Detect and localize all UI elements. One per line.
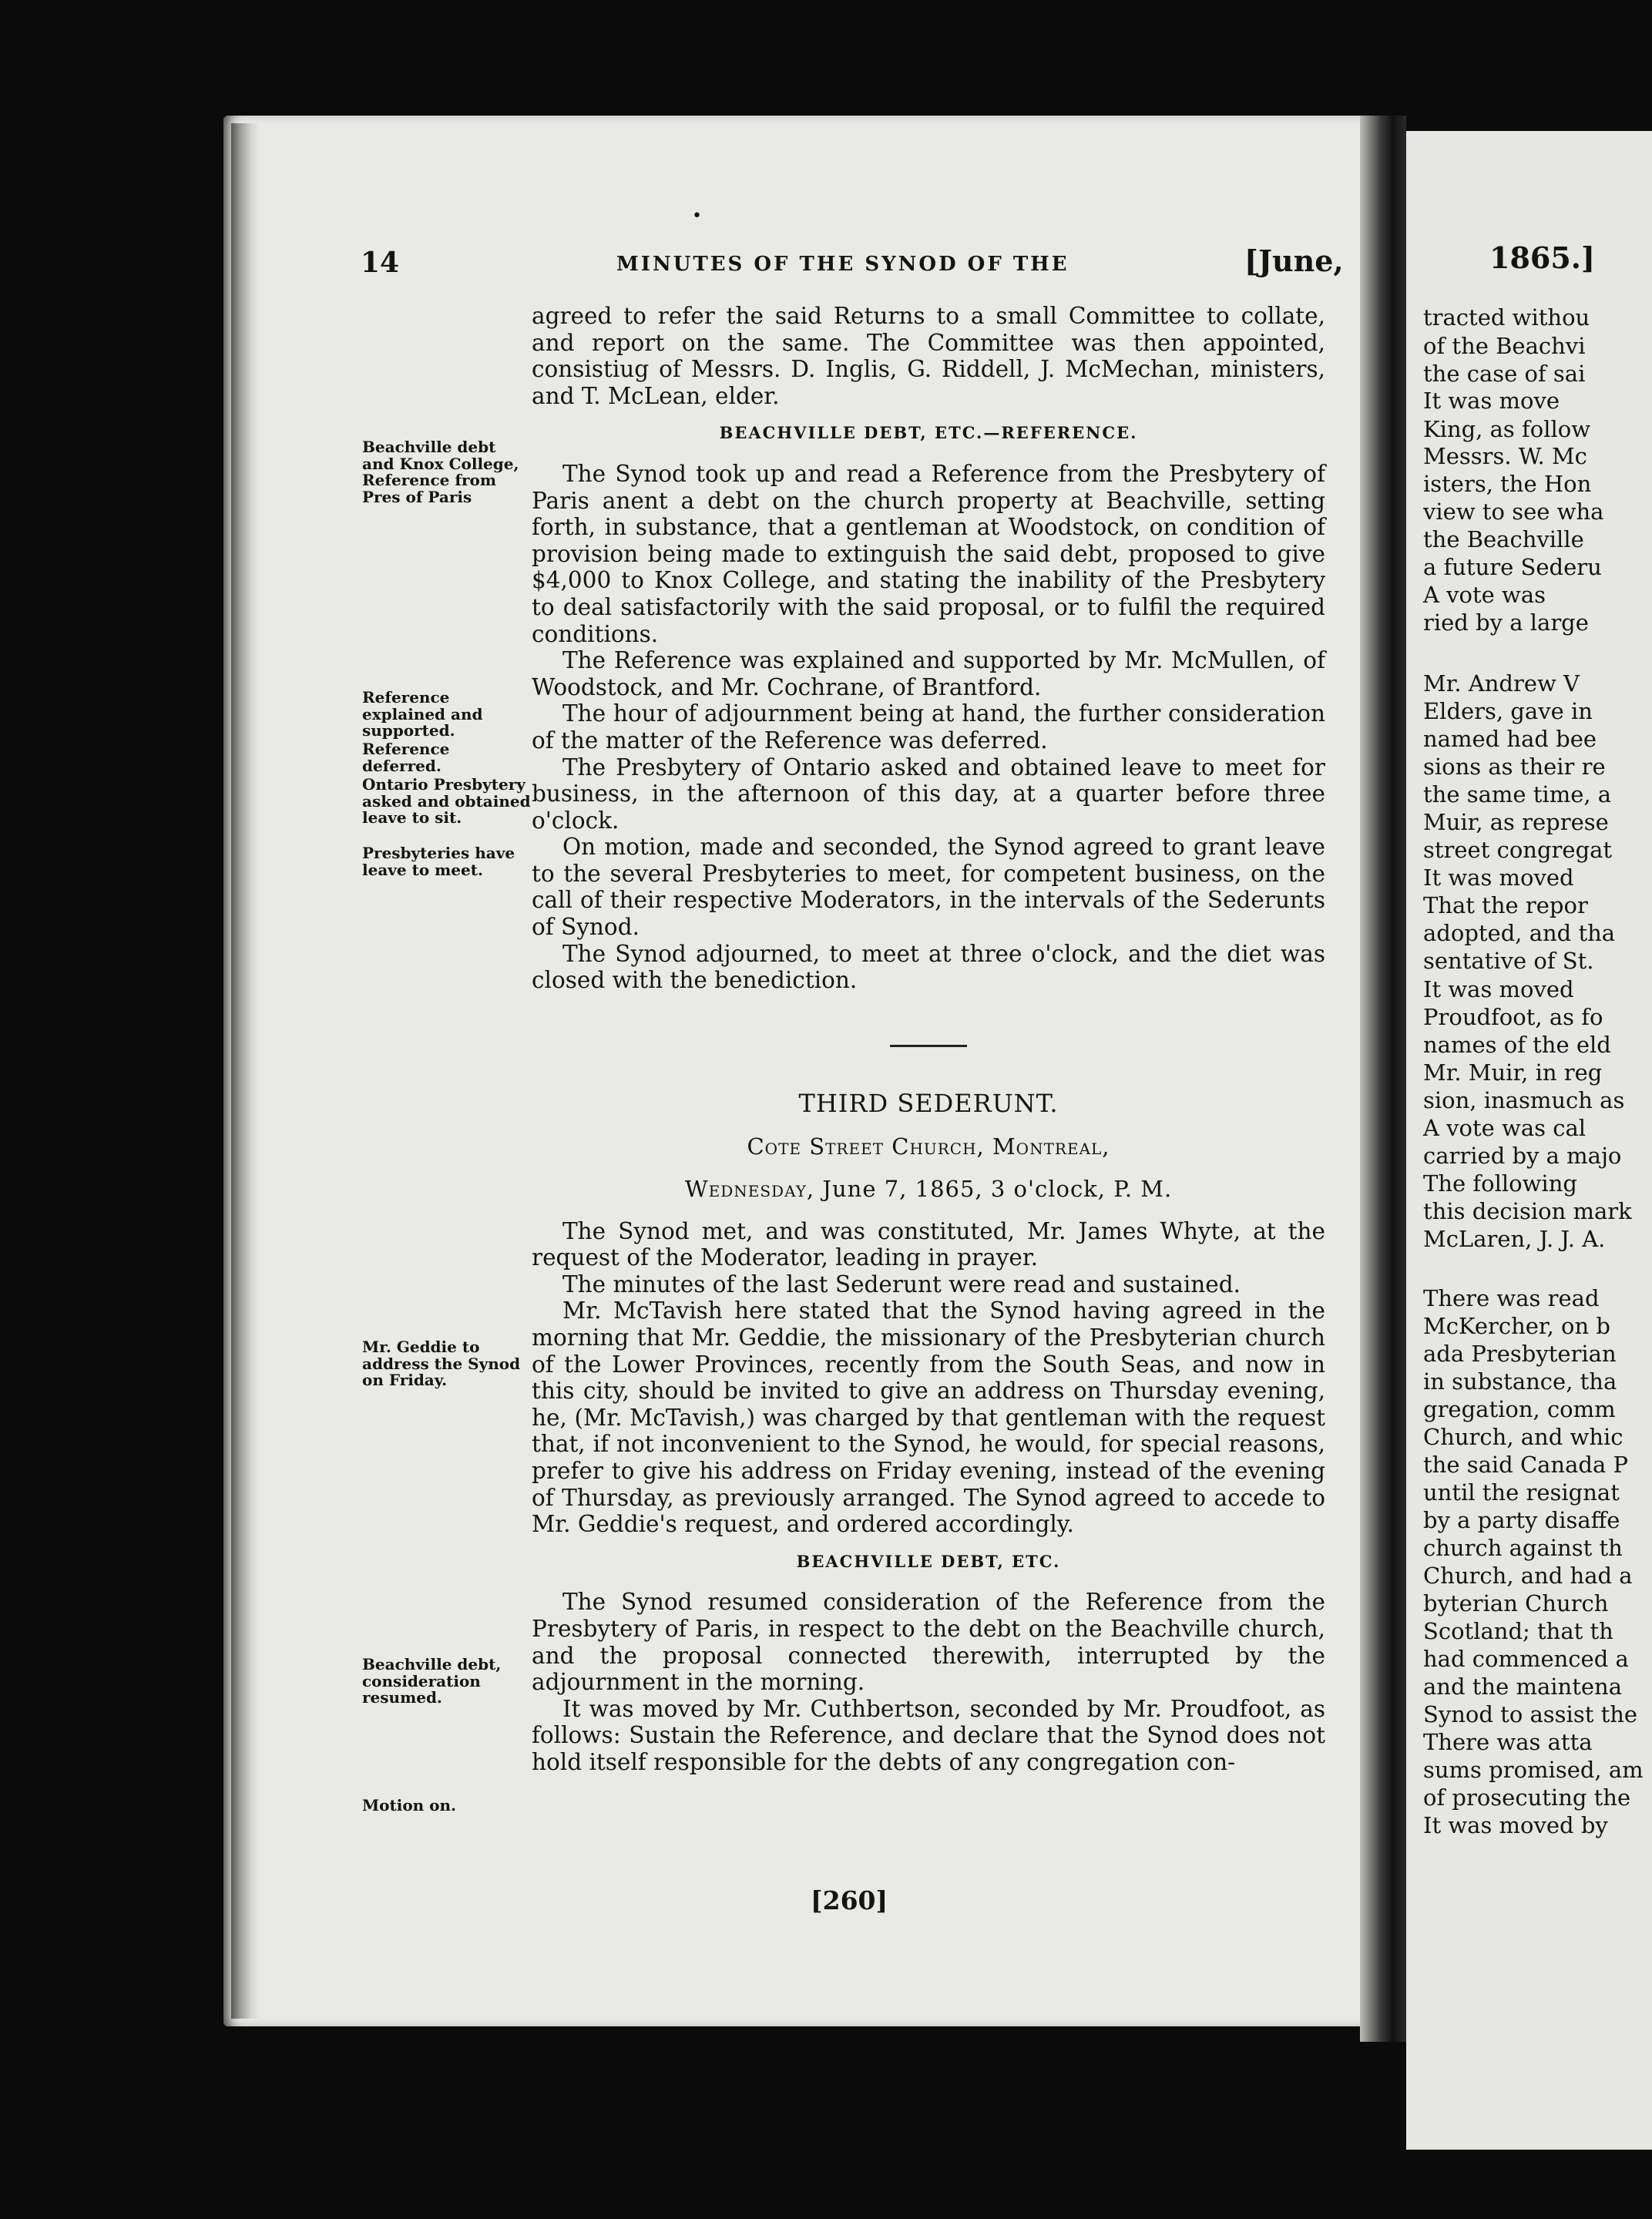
right-text-line: sums promised, am: [1423, 1757, 1644, 1783]
right-text-line: sentative of St.: [1423, 948, 1594, 974]
margin-note: Beachville debt and Knox College, Reference from Pres of Paris: [362, 438, 519, 506]
paragraph: The Presbytery of Ontario asked and obtained leave to meet for business, in the afternoon of this day, at a quarter before three o'clock.: [532, 754, 1325, 834]
right-text-line: gregation, comm: [1423, 1396, 1616, 1422]
right-text-line: tracted withou: [1423, 304, 1590, 331]
right-text-line: the Beachville: [1423, 526, 1584, 552]
running-date: [June,: [1244, 243, 1344, 278]
right-running-head: 1865.]: [1489, 240, 1595, 275]
right-text-line: It was moved by: [1423, 1812, 1608, 1838]
right-text-line: of prosecuting the: [1423, 1784, 1631, 1811]
right-text-line: McLaren, J. J. A.: [1423, 1226, 1606, 1252]
right-text-line: That the repor: [1423, 892, 1588, 918]
right-text-line: had commenced a: [1423, 1646, 1629, 1672]
right-text-line: Messrs. W. Mc: [1423, 443, 1587, 469]
margin-note: Reference deferred.: [362, 740, 450, 775]
right-text-line: adopted, and tha: [1423, 920, 1616, 946]
right-text-line: carried by a majo: [1423, 1143, 1622, 1169]
right-text-line: Synod to assist the: [1423, 1701, 1638, 1727]
footer-page-number: [260]: [811, 1885, 888, 1915]
right-text-line: A vote was: [1423, 582, 1546, 608]
paragraph: The minutes of the last Sederunt were read and sustained.: [562, 1271, 1241, 1297]
right-text-line: named had bee: [1423, 726, 1597, 752]
page-number: 14: [361, 247, 400, 279]
paragraph: The Synod met, and was constituted, Mr. James Whyte, at the request of the Moderator, leading in prayer.: [532, 1217, 1325, 1271]
right-text-line: church against th: [1423, 1535, 1623, 1561]
right-text-line: Elders, gave in: [1423, 698, 1593, 724]
right-text-line: a future Sederu: [1423, 554, 1602, 580]
margin-note: Mr. Geddie to address the Synod on Friday.: [362, 1338, 521, 1389]
sederunt-datetime: [532, 1176, 1325, 1203]
sederunt-place: Cote Street Church, Montreal,: [747, 1133, 1110, 1160]
paragraph: Mr. McTavish here stated that the Synod having agreed in the morning that Mr. Geddie, the missionary of the Presbyterian church of the Lower Provinces, recently from the South Seas, and now in this city, should be invited to give an address on Thursday evening, he, (Mr. McTavish,) was charged by that gentleman with the request that, if not inconvenient to the Synod, he would, for special reasons, prefer to give his address on Friday evening, instead of the evening of Thursday, as previously arranged. The Synod agreed to accede to Mr. Geddie's request, and ordered accordingly.: [532, 1297, 1325, 1538]
right-text-line: and the maintena: [1423, 1673, 1622, 1700]
right-text-line: sion, inasmuch as: [1423, 1087, 1625, 1113]
section-heading: BEACHVILLE DEBT, ETC.—REFERENCE.: [719, 423, 1138, 443]
margin-note: Motion on.: [362, 1796, 457, 1814]
right-text-line: until the resignat: [1423, 1479, 1620, 1506]
right-text-line: ried by a large: [1423, 609, 1589, 636]
right-text-line: by a party disaffe: [1423, 1507, 1620, 1533]
right-text-line: It was moved: [1423, 976, 1574, 1002]
margin-note: Ontario Presbytery asked and obtained leave to sit.: [362, 775, 531, 827]
right-text-line: Scotland; that th: [1423, 1618, 1613, 1644]
margin-note: Presbyteries have leave to meet.: [362, 844, 515, 879]
margin-note: Beachville debt, consideration resumed.: [362, 1655, 502, 1707]
sederunt-title: THIRD SEDERUNT.: [798, 1088, 1059, 1118]
paragraph: The hour of adjournment being at hand, the further consideration of the matter of the Reference was deferred.: [532, 700, 1325, 754]
sederunt-date: June 7, 1865, 3 o'clock, P. M.: [822, 1176, 1173, 1203]
right-text-line: There was atta: [1423, 1729, 1593, 1755]
paragraph: On motion, made and seconded, the Synod agreed to grant leave to the several Presbyteries to meet, for competent business, on the call of their respective Moderators, in the intervals of the Sederunts of Synod.: [532, 834, 1325, 941]
paragraph: The Reference was explained and supported by Mr. McMullen, of Woodstock, and Mr. Cochrane, of Brantford.: [532, 647, 1325, 700]
right-text-line: street congregat: [1423, 837, 1613, 863]
right-text-line: Mr. Muir, in reg: [1423, 1059, 1603, 1086]
right-text-line: this decision mark: [1423, 1198, 1632, 1224]
right-text-line: the same time, a: [1423, 781, 1612, 807]
right-text-line: It was moved: [1423, 864, 1574, 891]
right-text-line: view to see wha: [1423, 499, 1604, 525]
right-text-line: Muir, as represe: [1423, 809, 1609, 835]
running-title: MINUTES OF THE SYNOD OF THE: [616, 253, 1069, 276]
sederunt-day: Wednesday,: [684, 1176, 815, 1203]
right-text-line: the case of sai: [1423, 361, 1586, 387]
right-text-line: Church, and whic: [1423, 1424, 1623, 1450]
right-text-line: byterian Church: [1423, 1590, 1609, 1616]
body-text: [532, 303, 1325, 1776]
paragraph: It was moved by Mr. Cuthbertson, seconded by Mr. Proudfoot, as follows: Sustain the Reference, and declare that the Synod does not hold itself responsible for the debts of any congregation con-: [532, 1695, 1325, 1775]
top-mark: •: [692, 206, 702, 226]
binding-edge: [231, 123, 260, 2019]
right-text-line: King, as follow: [1423, 416, 1591, 442]
book-gutter: [1360, 116, 1406, 2042]
margin-note: Reference explained and supported.: [362, 688, 483, 740]
right-text-line: of the Beachvi: [1423, 333, 1586, 359]
paragraph: The Synod took up and read a Reference from the Presbytery of Paris anent a debt on the church property at Beachville, setting forth, in substance, that a gentleman at Woodstock, on condition of provision being made to extinguish the said debt, proposed to give $4,000 to Knox College, and stating the inability of the Presbytery to deal satisfactorily with the said proposal, or to fulfil the required conditions.: [532, 460, 1325, 647]
right-text-line: isters, the Hon: [1423, 471, 1592, 497]
paragraph: agreed to refer the said Returns to a small Committee to collate, and report on the same. The Committee was then appointed, consistiug of Messrs. D. Inglis, G. Riddell, J. McMechan, ministers, and T. McLean, elder.: [532, 303, 1325, 409]
paragraph: The Synod resumed consideration of the Reference from the Presbytery of Paris, in respect to the debt on the Beachville church, and the proposal connected therewith, interrupted by the adjournment in the morning.: [532, 1589, 1325, 1696]
right-text-line: It was move: [1423, 388, 1560, 414]
paragraph: The Synod adjourned, to meet at three o'clock, and the diet was closed with the benediction.: [532, 940, 1325, 994]
right-text-line: sions as their re: [1423, 754, 1606, 780]
right-page-fragment: [1406, 131, 1652, 2150]
right-text-line: Church, and had a: [1423, 1563, 1633, 1589]
right-text-line: Proudfoot, as fo: [1423, 1004, 1603, 1030]
right-text-line: Mr. Andrew V: [1423, 670, 1580, 697]
right-text-line: A vote was cal: [1423, 1115, 1587, 1141]
right-text-line: in substance, tha: [1423, 1368, 1617, 1395]
right-text-line: names of the eld: [1423, 1032, 1611, 1058]
right-text-line: the said Canada P: [1423, 1452, 1628, 1478]
section-divider: [890, 1045, 967, 1047]
right-text-line: There was read: [1423, 1285, 1600, 1311]
right-text-line: The following: [1423, 1170, 1577, 1197]
section-heading: BEACHVILLE DEBT, ETC.: [796, 1551, 1061, 1571]
right-text-line: ada Presbyterian: [1423, 1341, 1617, 1367]
right-text-line: McKercher, on b: [1423, 1313, 1610, 1339]
